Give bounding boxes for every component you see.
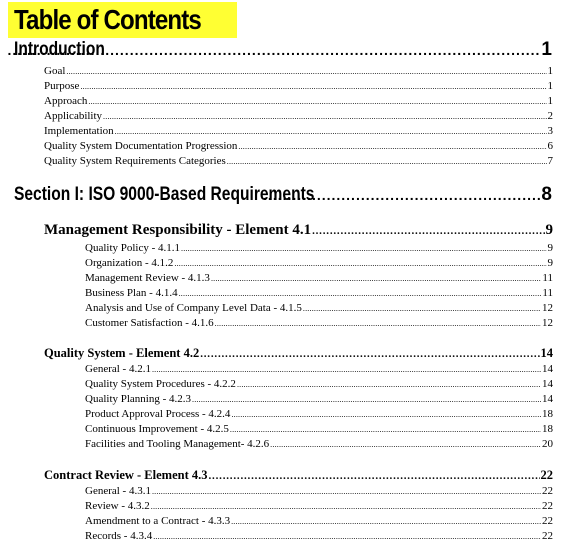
toc-entry[interactable] <box>85 242 553 257</box>
dot-leader <box>238 142 546 151</box>
dot-leader <box>181 244 546 253</box>
toc-entry[interactable] <box>44 155 553 170</box>
toc-label: Business Plan - 4.1.4 <box>85 287 178 299</box>
toc-label: Contract Review - Element 4.3 <box>44 468 208 482</box>
toc-page-number: 8 <box>541 184 552 205</box>
toc-label: Introduction <box>14 39 105 60</box>
toc-page-number: 20 <box>542 438 553 450</box>
toc-page-number: 22 <box>542 530 553 542</box>
toc-label: Approach <box>44 95 88 107</box>
toc-page-number: 14 <box>540 346 553 360</box>
toc-page-number: 2 <box>547 110 553 122</box>
toc-entry[interactable] <box>44 80 553 95</box>
toc-entry[interactable] <box>85 408 553 423</box>
dot-leader <box>152 365 541 374</box>
toc-page-number: 6 <box>547 140 553 152</box>
dot-leader <box>192 395 541 404</box>
toc-label: Implementation <box>44 125 114 137</box>
toc-page-number: 1 <box>547 80 553 92</box>
toc-page-number: 11 <box>542 272 553 284</box>
toc-label: Quality System Procedures - 4.2.2 <box>85 378 236 390</box>
toc-page-number: 22 <box>542 500 553 512</box>
toc-page-number: 9 <box>547 257 553 269</box>
toc-page-number: 14 <box>542 363 553 375</box>
page-title: Table of Contents <box>14 4 201 35</box>
toc-page-number: 9 <box>547 242 553 254</box>
dot-leader <box>227 157 547 166</box>
toc-label: Management Responsibility - Element 4.1 <box>44 222 312 238</box>
toc-page-number: 22 <box>542 515 553 527</box>
toc-entry[interactable] <box>85 515 553 530</box>
title-highlight <box>8 2 237 38</box>
toc-entry[interactable] <box>85 272 553 287</box>
dot-leader <box>211 274 541 283</box>
toc-page-number: 22 <box>542 485 553 497</box>
toc-entry[interactable] <box>85 485 553 500</box>
toc-page-number: 18 <box>542 423 553 435</box>
toc-entry[interactable] <box>85 287 553 302</box>
toc-element-heading[interactable] <box>44 346 553 362</box>
toc-label: Quality System Documentation Progression <box>44 140 238 152</box>
dot-leader <box>151 502 541 511</box>
dot-leader <box>303 304 541 313</box>
toc-entry[interactable] <box>85 423 553 438</box>
toc-page-number: 9 <box>545 222 553 238</box>
toc-label: Purpose <box>44 80 80 92</box>
toc-entry[interactable] <box>85 317 553 332</box>
toc-page-number: 14 <box>542 378 553 390</box>
toc-label: Records - 4.3.4 <box>85 530 153 542</box>
toc-entry[interactable] <box>85 530 553 545</box>
toc-entry[interactable] <box>44 65 553 80</box>
dot-leader <box>66 67 546 76</box>
dot-leader <box>103 112 546 121</box>
toc-page-number: 22 <box>540 468 553 482</box>
dot-leader <box>153 532 541 541</box>
toc-entry[interactable] <box>85 363 553 378</box>
dot-leader <box>231 410 541 419</box>
dot-leader <box>270 440 541 449</box>
toc-label: Quality Policy - 4.1.1 <box>85 242 181 254</box>
dot-leader <box>231 517 541 526</box>
toc-entry[interactable] <box>85 393 553 408</box>
toc-entry[interactable] <box>85 438 553 453</box>
toc-label: Continuous Improvement - 4.2.5 <box>85 423 229 435</box>
toc-label: Organization - 4.1.2 <box>85 257 174 269</box>
dot-leader <box>88 97 546 106</box>
toc-page-number: 3 <box>547 125 553 137</box>
toc-label: Section I: ISO 9000-Based Requirements <box>14 184 315 205</box>
toc-label: Quality System - Element 4.2 <box>44 346 200 360</box>
dot-leader <box>80 82 546 91</box>
toc-page-number: 7 <box>547 155 553 167</box>
toc-entry[interactable] <box>44 110 553 125</box>
toc-page-number: 1 <box>547 95 553 107</box>
toc-entry[interactable] <box>44 125 553 140</box>
toc-label: Customer Satisfaction - 4.1.6 <box>85 317 214 329</box>
toc-label: Product Approval Process - 4.2.4 <box>85 408 231 420</box>
toc-label: General - 4.3.1 <box>85 485 151 497</box>
dot-leader <box>174 259 546 268</box>
toc-label: Applicability <box>44 110 103 122</box>
toc-label: Quality Planning - 4.2.3 <box>85 393 192 405</box>
toc-entry[interactable] <box>85 257 553 272</box>
dot-leader <box>230 425 541 434</box>
toc-label: Quality System Requirements Categories <box>44 155 226 167</box>
toc-page-number: 11 <box>542 287 553 299</box>
toc-label: Goal <box>44 65 66 77</box>
toc-entry[interactable] <box>85 378 553 393</box>
dot-leader <box>200 348 539 360</box>
toc-heading-section-1[interactable] <box>14 184 552 208</box>
toc-entry[interactable] <box>44 95 553 110</box>
toc-element-heading[interactable] <box>44 222 553 240</box>
toc-label: Review - 4.3.2 <box>85 500 150 512</box>
dot-leader <box>179 289 542 298</box>
toc-page-number: 1 <box>547 65 553 77</box>
toc-entry[interactable] <box>85 500 553 515</box>
dot-leader <box>237 380 541 389</box>
dot-leader <box>312 225 544 237</box>
dot-leader <box>115 127 547 136</box>
toc-label: General - 4.2.1 <box>85 363 151 375</box>
toc-label: Analysis and Use of Company Level Data - 4.1.5 <box>85 302 302 314</box>
dot-leader <box>215 319 541 328</box>
dot-leader <box>209 470 540 482</box>
toc-heading-introduction[interactable] <box>14 39 552 63</box>
toc-page-number: 14 <box>542 393 553 405</box>
toc-label: Facilities and Tooling Management- 4.2.6 <box>85 438 270 450</box>
toc-entry[interactable] <box>44 140 553 155</box>
toc-page-number: 12 <box>542 302 553 314</box>
toc-label: Management Review - 4.1.3 <box>85 272 210 284</box>
toc-page-number: 18 <box>542 408 553 420</box>
toc-label: Amendment to a Contract - 4.3.3 <box>85 515 231 527</box>
toc-entry[interactable] <box>85 302 553 317</box>
toc-page-number: 12 <box>542 317 553 329</box>
toc-element-heading[interactable] <box>44 468 553 484</box>
toc-page-number: 1 <box>541 39 552 60</box>
dot-leader <box>152 487 541 496</box>
